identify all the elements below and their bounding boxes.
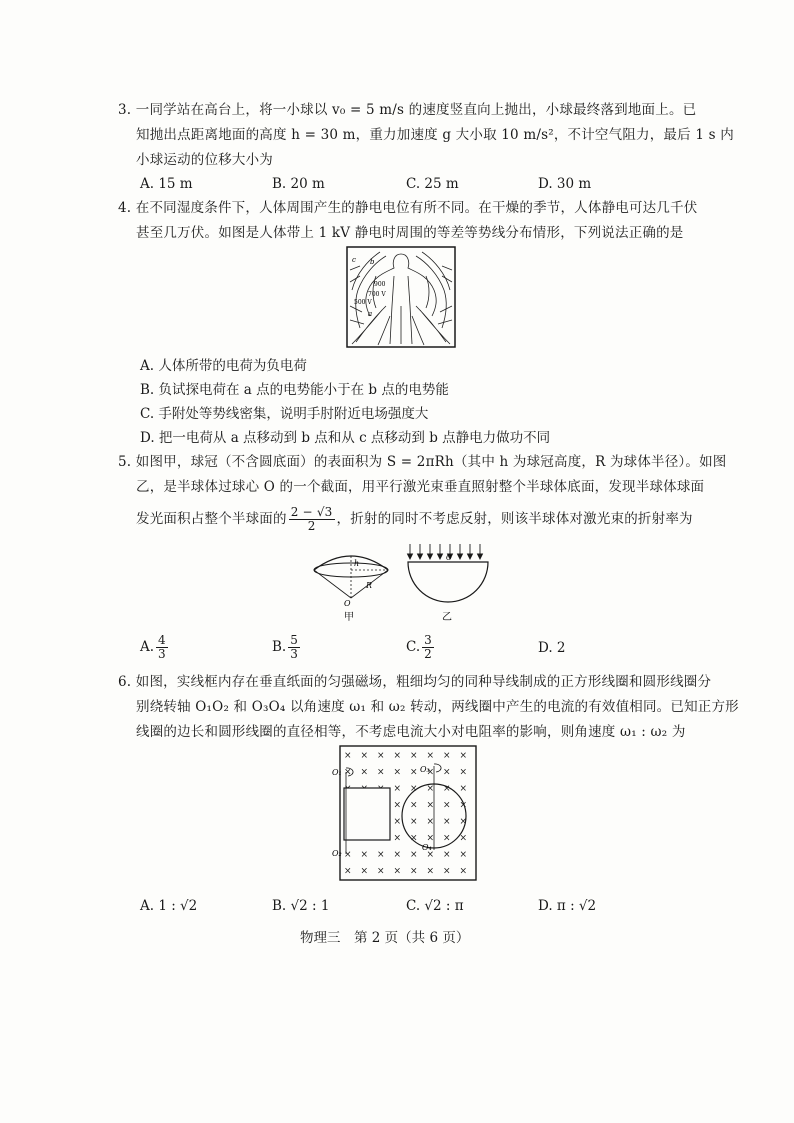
field-cross: ×: [459, 833, 468, 844]
q5-option-c-label: C.: [406, 639, 421, 655]
field-cross: ×: [393, 767, 402, 778]
q3-line-1: 3. 一同学站在高台上，将一小球以 v₀ = 5 m/s 的速度竖直向上抛出，小球最终落到地面上。已: [118, 102, 697, 118]
q3-option-d: D. 30 m: [538, 176, 592, 192]
caption-yi: 乙: [442, 612, 452, 623]
label-h: h: [354, 559, 360, 568]
label-O4: O₄: [422, 843, 432, 852]
q5-option-c-frac: [422, 634, 434, 661]
field-cross: ×: [360, 866, 369, 877]
field-cross: ×: [360, 751, 369, 761]
field-cross: ×: [410, 866, 418, 877]
field-cross: ×: [459, 866, 468, 877]
field-cross: ×: [344, 850, 352, 860]
page-footer: 物理三 第 2 页（共 6 页）: [300, 930, 470, 946]
label-O1: O₁: [332, 768, 342, 777]
field-cross: ×: [459, 751, 468, 761]
q5-option-a-label: A.: [140, 639, 155, 655]
q5-option-b-frac: [288, 634, 300, 661]
q6-option-b: B. √2 : 1: [272, 898, 330, 914]
field-cross: ×: [426, 767, 435, 778]
field-cross: ×: [459, 817, 468, 827]
field-cross: ×: [443, 767, 451, 778]
q5-line-3-start: 发光面积占整个半球面的: [136, 511, 287, 527]
fraction-numerator: 2 − √3: [290, 505, 333, 519]
field-cross: ×: [393, 817, 402, 827]
hemisphere-laser-figure: [400, 542, 496, 626]
q5-line-1: 5. 如图甲，球冠（不含圆底面）的表面积为 S = 2πRh（其中 h 为球冠高度，R 为球体半径）。如图: [118, 454, 727, 470]
label-500v: 500 V: [354, 299, 372, 306]
field-cross: ×: [443, 866, 451, 877]
label-900: 900: [374, 281, 386, 288]
field-cross: ×: [443, 850, 451, 860]
field-cross: ×: [410, 751, 418, 761]
q5-option-a-den: 3: [158, 647, 166, 661]
field-cross: ×: [426, 800, 435, 811]
q3-option-a: A. 15 m: [140, 176, 193, 192]
q6-line-1: 6. 如图，实线框内存在垂直纸面的匀强磁场，粗细均匀的同种导线制成的正方形线圈和圆形线圈分: [118, 674, 712, 690]
q5-option-b: [272, 634, 302, 661]
field-cross: ×: [426, 850, 435, 860]
field-cross: ×: [393, 850, 402, 860]
field-cross: ×: [426, 833, 435, 844]
q5-line-3-end: ，折射的同时不考虑反射，则该半球体对激光束的折射率为: [336, 511, 693, 527]
q4-option-d: D. 把一电荷从 a 点移动到 b 点和从 c 点移动到 b 点静电力做功不同: [140, 430, 551, 446]
q5-option-c: [406, 634, 436, 661]
field-cross: ×: [360, 850, 369, 860]
field-cross: ×: [360, 767, 369, 778]
field-cross: ×: [443, 784, 451, 794]
spherical-cap-figure: [306, 548, 396, 628]
field-cross: ×: [393, 800, 402, 811]
q5-option-b-num: 5: [290, 633, 298, 647]
field-cross: ×: [377, 751, 385, 761]
field-cross: ×: [443, 817, 451, 827]
label-R: R: [366, 581, 373, 590]
body-equipotential-figure: [346, 246, 456, 348]
q5-option-c-num: 3: [424, 633, 432, 647]
q3-option-c: C. 25 m: [406, 176, 459, 192]
q4-line-1: 4. 在不同湿度条件下，人体周围产生的静电电位有所不同。在干燥的季节，人体静电可达几千伏: [118, 200, 698, 216]
field-cross: ×: [377, 850, 385, 860]
q6-option-a: A. 1 : √2: [140, 898, 198, 914]
q5-option-a-num: 4: [158, 633, 166, 647]
field-cross: ×: [377, 866, 385, 877]
caption-jia: 甲: [344, 612, 354, 623]
field-cross: ×: [459, 767, 468, 778]
q6-line-3: 线圈的边长和圆形线圈的直径相等，不考虑电流大小对电阻率的影响，则角速度 ω₁ : ω₂ 为: [136, 724, 686, 740]
q5-option-b-label: B.: [272, 639, 287, 655]
fraction-denominator: 2: [307, 519, 316, 533]
field-cross: ×: [443, 833, 451, 844]
label-b: b: [370, 258, 375, 266]
field-cross: ×: [410, 817, 418, 827]
q4-option-b: B. 负试探电荷在 a 点的电势能小于在 b 点的电势能: [140, 382, 449, 398]
field-cross: ×: [426, 784, 435, 794]
field-cross: ×: [393, 866, 402, 877]
label-O-yi: O: [446, 554, 452, 562]
label-O-jia: O: [344, 599, 351, 608]
q5-option-c-den: 2: [424, 647, 432, 661]
q6-option-c: C. √2 : π: [406, 898, 464, 914]
field-cross: ×: [426, 866, 435, 877]
q3-option-b: B. 20 m: [272, 176, 325, 192]
field-cross: ×: [344, 767, 352, 778]
field-cross: ×: [410, 800, 418, 811]
field-cross: ×: [393, 784, 402, 794]
field-cross: ×: [410, 850, 418, 860]
q3-line-3: 小球运动的位移大小为: [136, 152, 273, 168]
label-O2: O₂: [332, 849, 342, 858]
label-700v: 700 V: [368, 291, 386, 298]
field-cross: ×: [410, 833, 418, 844]
q3-line-2: 知抛出点距离地面的高度 h = 30 m，重力加速度 g 大小取 10 m/s²，不计空气阻力，最后 1 s 内: [136, 127, 734, 143]
field-cross: ×: [426, 817, 435, 827]
field-cross: ×: [344, 866, 352, 877]
q4-option-a: A. 人体所带的电荷为负电荷: [140, 358, 307, 374]
label-O3: O₃: [420, 765, 430, 774]
field-cross: ×: [459, 784, 468, 794]
q5-line-2: 乙，是半球体过球心 O 的一个截面，用平行激光束垂直照射整个半球体底面，发现半球体球面: [136, 479, 705, 495]
field-cross: ×: [344, 751, 352, 761]
q5-option-d: D. 2: [538, 640, 566, 656]
field-cross: ×: [443, 800, 451, 811]
field-cross: ×: [443, 751, 451, 761]
field-cross: ×: [459, 800, 468, 811]
field-cross: ×: [393, 751, 402, 761]
field-cross: ×: [459, 850, 468, 860]
q4-line-2: 甚至几万伏。如图是人体带上 1 kV 静电时周围的等差等势线分布情形，下列说法正确的是: [136, 225, 684, 241]
q5-line-3: [136, 506, 693, 533]
q6-line-2: 别绕转轴 O₁O₂ 和 O₃O₄ 以角速度 ω₁ 和 ω₂ 转动，两线圈中产生的电流的有效值相同。已知正方形: [136, 699, 739, 715]
field-cross: ×: [393, 833, 402, 844]
label-c: c: [352, 256, 356, 264]
q5-option-b-den: 3: [290, 647, 298, 661]
q6-option-d: D. π : √2: [538, 898, 597, 914]
q5-fraction: [289, 506, 335, 533]
field-cross: ×: [410, 784, 418, 794]
field-cross: ×: [426, 751, 435, 761]
field-cross: ×: [377, 767, 385, 778]
magnetic-field-coils-figure: [330, 744, 480, 884]
label-a: a: [368, 310, 373, 318]
field-cross: ×: [410, 767, 418, 778]
q4-option-c: C. 手附处等势线密集，说明手肘附近电场强度大: [140, 406, 429, 422]
q5-option-a-frac: [156, 634, 168, 661]
q5-option-a: [140, 634, 170, 661]
